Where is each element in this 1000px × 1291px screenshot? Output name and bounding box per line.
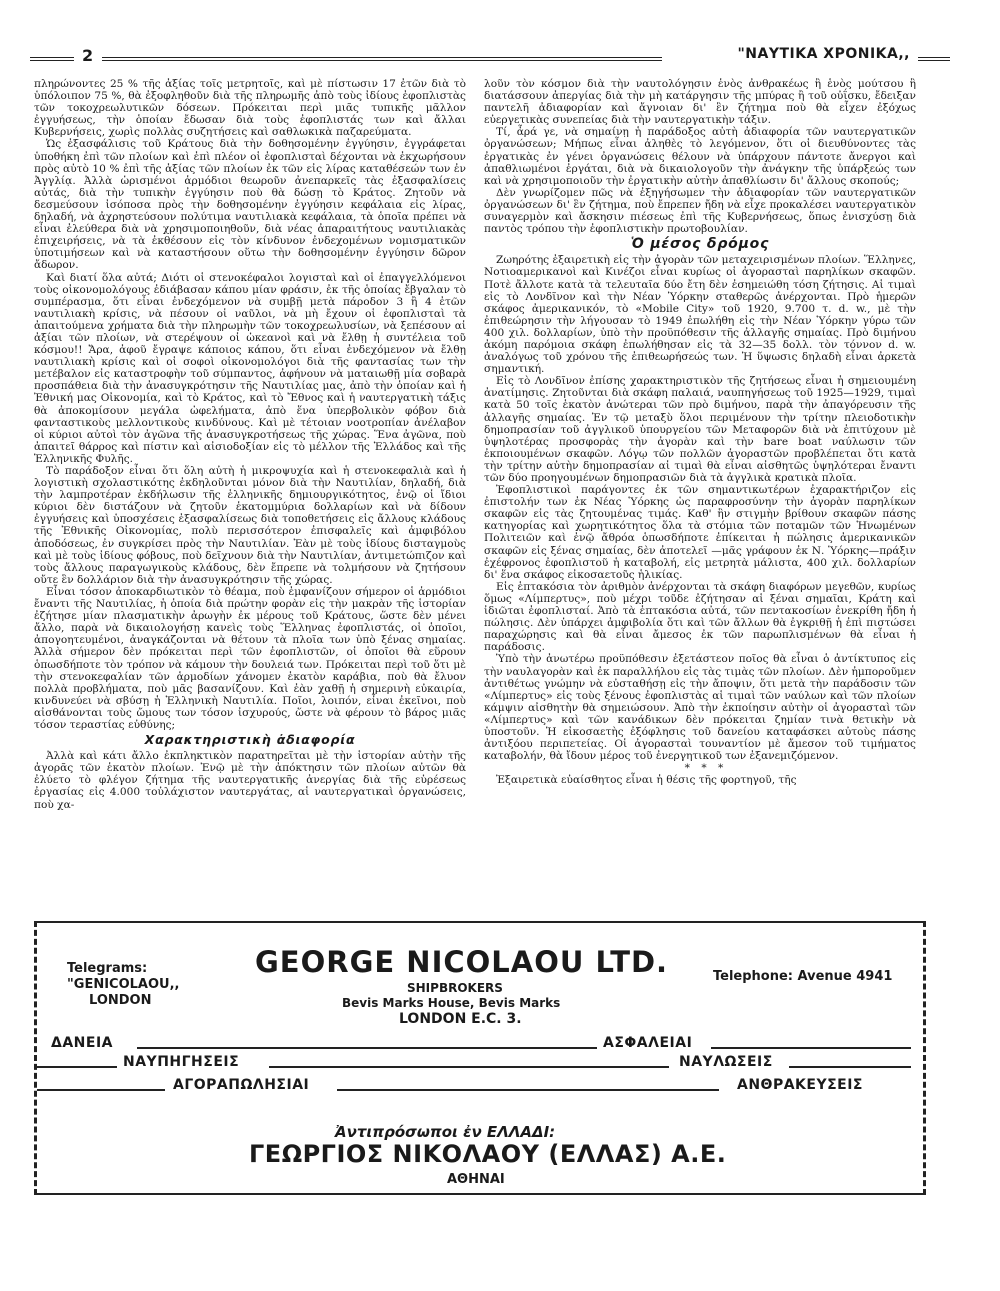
address-line: LONDON E.C. 3. — [399, 1011, 522, 1027]
divider-rule — [789, 1066, 911, 1068]
divider-rule — [37, 1089, 165, 1091]
service-insurance: ΑΣΦΑΛΕΙΑΙ — [603, 1035, 693, 1051]
telegrams-label: Telegrams: — [67, 961, 148, 976]
journal-title: "ΝΑΥΤΙΚΑ ΧΡΟΝΙΚΑ,, — [737, 46, 910, 62]
divider-rule — [337, 1089, 719, 1091]
greek-company-city: ΑΘΗΝΑΙ — [447, 1172, 505, 1187]
greek-company-name: ΓΕΩΡΓΙΟΣ ΝΙΚΟΛΑΟΥ (ΕΛΛΑΣ) Α.Ε. — [249, 1140, 727, 1168]
section-heading: Ὁ μέσος δρόμος — [630, 236, 770, 253]
paragraph: Εἶναι τόσον ἀποκαρδιωτικὸν τὸ θέαμα, ποὺ ἐμφανίζουν σήμερον οἱ ἁρμόδιοι ἔναντι τῆς Ναυτιλίας, ἡ ὁποία διὰ πρώτην φορὰν εἰς τὴν μακρὰν τῆς ἱστορίαν ἐζήτησε μίαν πλασματικὴν ἀρωγὴν ἐκ μέρους τοῦ Κράτους, ὥστε δὲν μένει ἄλλο, παρὰ νὰ δικαιολογήσῃ κανεὶς τοὺς Ἕλληνας ἐφοπλιστάς, οἱ ὁποῖοι, ἀπογοητευμένοι, ἀναγκάζονται νὰ θέτουν τὰ πλοῖα των ὑπὸ ξένας σημαίας. Ἀλλὰ σήμερον δὲν πρόκειται περὶ τῶν ἐφοπλιστῶν, οἱ ὁποῖοι θὰ εὕρουν ὁπωσδήποτε τὸν τρόπον νὰ κάμουν τὴν δουλειά των. Πρόκειται περὶ τοῦ ὅτι μὲ τὴν στενοκεφαλίαν τῶν ἁρμοδίων χάνομεν ἑκατὸν καράβια, ποὺ θὰ ἔλυον πολλὰ προβλήματα, ποὺ μᾶς βασανίζουν. Καὶ ἐὰν χαθῇ ἡ σημερινὴ εὐκαιρία, κινδυνεύει νὰ σβύσῃ ἡ Ἑλληνικὴ Ναυτιλία. Ποῖοι, λοιπόν, εἶναι ἐκεῖνοι, ποὺ αἰσθάνονται τοὺς ὤμους των τόσον ἰσχυρούς, ὥστε νὰ φέρουν τὸ βάρος μιᾶς τόσον τεραστίας εὐθύνης; — [34, 585, 466, 731]
service-coaling: ΑΝΘΡΑΚΕΥΣΕΙΣ — [737, 1077, 863, 1093]
paragraph: Ζωηρότης ἐξαιρετικὴ εἰς τὴν ἀγορὰν τῶν μεταχειρισμένων πλοίων. Ἕλληνες, Νοτιοαμερικανοὶ καὶ Κινέζοι εἶναι κυρίως οἱ ἀγορασταὶ παρηλίκων σκαφῶν. Ποτὲ ἄλλοτε κατὰ τὰ τελευταῖα δύο ἔτη δὲν ἐσημειώθη τόση ζήτησις. Αἱ τιμαὶ εἰς τὸ Λονδῖνον καὶ τὴν Νέαν Ὑόρκην σταθερῶς ἀνέρχονται. Πρὸ ἡμερῶν σκάφος ἀμερικανικόν, τὸ «Mobile City» τοῦ 1920, 9.700 τ. d. w., μὲ τὴν ἐπιθεώρησιν τὴν λήγουσαν τὸ 1949 ἐπωλήθη εἰς τὴν Νέαν Ὑόρκην γύρω τῶν 400 χιλ. δολλαρίων, ὑπὸ τὴν προϋπόθεσιν τῆς ἀλλαγῆς σημαίας. Πρὸ διμήνου ἀκόμη παρόμοια σκάφη ἐπωλήθησαν εἰς τὰ 32—35 δολλ. τὸν τόννον d. w. ἀναλόγως τοῦ χρόνου τῆς ἐπιθεωρήσεώς των. Ἡ ὕψωσις δηλαδὴ εἶναι ἀρκετὰ σημαντική. — [484, 254, 916, 376]
telegrams-address: "GENICOLAOU,, — [67, 977, 180, 992]
service-chartering: ΝΑΥΛΩΣΕΙΣ — [679, 1054, 773, 1070]
paragraph: Ἐφοπλιστικοὶ παράγοντες ἐκ τῶν σημαντικωτέρων ἐχαρακτήριζον εἰς ἐπιστολήν των ἐκ Νέας Ὑόρκης ὡς παραφροσύνην τὴν ἀγορὰν παρηλίκων σκαφῶν εἰς τὰς ζητουμένας τιμάς. Καθ' ἣν στιγμὴν βρίθουν σκαφῶν πάσης κατηγορίας καὶ χωρητικότητος ὅλα τὰ στόμια τῶν ποταμῶν τῶν Ἡνωμένων Πολιτειῶν καὶ ἐνῷ ἄθρόα ὁπωσδήποτε ἐπίκειται ἡ πώλησις ἀμερικανικῶν σκαφῶν εἰς ξένας σημαίας, δὲν ἀποτελεῖ —μᾶς γράφουν ἐκ Ν. Ὑόρκης—πράξιν ἐχέφρονος ἐφοπλιστοῦ ἡ καταβολή, εἰς μετρητὰ μάλιστα, 400 χιλ. δολλαρίων δι' ἕνα σκάφος εἰκοσαετοῦς ἡλικίας. — [484, 484, 916, 581]
page-header — [30, 48, 950, 68]
paragraph: Τὸ παράδοξον εἶναι ὅτι ὅλη αὐτὴ ἡ μικροψυχία καὶ ἡ στενοκεφαλιὰ καὶ ἡ λογιστικὴ σχολαστικότης ἐκδηλοῦνται μόνον διὰ τὴν Ναυτιλίαν, δηλαδή, διὰ τὴν λαμπροτέραν ἐκδήλωσιν τῆς ἑλληνικῆς δημιουργικότητος, ἐνῷ οἱ ἴδιοι κύριοι δὲν διστάζουν νὰ ζητοῦν ἑκατομμύρια δολλαρίων καὶ νὰ δίδουν ἐγγυήσεις καὶ ὑποσχέσεις ἐξασφαλίσεως διὰ τοποθετήσεις εἰς ἄλλους κλάδους τῆς Ἐθνικῆς Οἰκονομίας, πολὺ περισσότερον ἐπισφαλεῖς καὶ ἀμφιβόλου ἀποδόσεως, ἐν συγκρίσει πρὸς τὴν Ναυτιλίαν. Ἐὰν μὲ τοὺς ἰδίους δισταγμοὺς καὶ μὲ τοὺς ἰδίους φόβους, ποὺ δεῖχνουν διὰ τὴν Ναυτιλίαν, ἀντιμετώπιζον καὶ τοὺς ἄλλους παραγωγικοὺς κλάδους, δὲν ἔπρεπε νὰ τολμήσουν νὰ ζητήσουν οὔτε ἓν δολλάριον διὰ τὴν ἀνασυγκρότησιν τῆς χώρας. — [34, 465, 466, 586]
service-loans: ΔΑΝΕΙΑ — [51, 1035, 113, 1051]
paragraph: Ἐξαιρετικὰ εὐαίσθητος εἶναι ἡ θέσις τῆς φορτηγοῦ, τῆς — [496, 774, 797, 787]
left-column — [34, 78, 466, 811]
telegrams-city: LONDON — [89, 993, 152, 1008]
representatives-label: Ἀντιπρόσωποι ἐν ΕΛΛΑΔΙ: — [335, 1123, 556, 1141]
service-shipbuilding: ΝΑΥΠΗΓΗΣΕΙΣ — [123, 1054, 240, 1070]
header-rule-left — [30, 57, 74, 61]
header-rule-middle — [102, 57, 662, 61]
paragraph: Δὲν γνωρίζομεν πῶς νὰ ἐξηγήσωμεν τὴν ἀδιαφορίαν τῶν ναυτεργατικῶν ὀργανώσεων δι' ἓν ζήτημα, ποὺ ἔπρεπεν ἤδη νὰ εἶχε προκαλέσει ναυτεργατικὸν συναγερμὸν καὶ ἄσκησιν πιέσεως ἐπὶ τῆς Κυβερνήσεως, ὅπως ἐνισχύσῃ διὰ παντὸς τρόπου τὴν ἐφοπλιστικὴν πρωτοβουλίαν. — [484, 186, 916, 236]
divider-rule — [711, 1047, 911, 1049]
paragraph: Καὶ διατί ὅλα αὐτά; Διότι οἱ στενοκέφαλοι λογισταὶ καὶ οἱ ἐπαγγελλόμενοι τοὺς οἰκονομολόγους ἐδιάβασαν κάπου μίαν φράσιν, ἐκ τῆς ὁποίας ἔβγαλαν τὸ συμπέρασμα, ὅτι εἶναι ἐνδεχόμενον νὰ συμβῇ μετὰ πάροδον 3 ἢ 4 ἐτῶν ναυτιλιακὴ κρίσις, νὰ πέσουν οἱ ναῦλοι, νὰ μὴ ἔχουν οἱ ἐφοπλισταὶ τὰ ἀπαιτούμενα χρήματα διὰ τὴν πληρωμὴν τῶν τοκοχρεωλυσίων, νὰ ξεπέσουν αἱ ἀξίαι τῶν πλοίων, νὰ στερέψουν οἱ ὠκεανοὶ καὶ νὰ ἔλθῃ ἡ συντέλεια τοῦ κόσμου!! Ἄρα, ἀφοῦ ἔγραψε κάποιος κάπου, ὅτι εἶναι ἐνδεχόμενον νὰ ἔλθῃ ναυτιλιακὴ κρίσις καὶ οἱ σοφοὶ οἰκονομολόγοι διὰ τῆς φαντασίας των τὴν μετέβαλον εἰς καταστροφὴν τοῦ σύμπαντος, ἀφήνουν νὰ ματαιωθῇ μία σοβαρὰ προσπάθεια διὰ τὴν ἀνασυγκρότησιν τῆς Ναυτιλίας μας, ἀπὸ τὴν ὁποίαν καὶ ἡ Ἐθνική μας Οἰκονομία, καὶ τὸ Κράτος, καὶ τὸ Ἔθνος καὶ ἡ ναυτεργατικὴ τάξις θὰ ἀποκομίσουν μεγάλα ὠφελήματα, ἀπὸ ἕνα ὑπερβολικὸν φόβον διὰ φανταστικοὺς μελλοντικοὺς κινδύνους. Καὶ μὲ τέτοιαν νοοτροπίαν ἀνέλαβον οἱ κύριοι αὐτοὶ τὸν ἀγῶνα τῆς ἀνασυγκροτήσεως τῆς χώρας. Ἕνα ἀγῶνα, ποὺ ἀπαιτεῖ θάρρος καὶ πίστιν καὶ αἰσιοδοξίαν εἰς τὸ μέλλον τῆς Ἑλλάδος καὶ τῆς Ἑλληνικῆς Φυλῆς. — [34, 271, 466, 465]
paragraph: Εἰς τὸ Λονδῖνον ἐπίσης χαρακτηριστικὸν τῆς ζητήσεως εἶναι ἡ σημειουμένη ἀνατίμησις. Ζητοῦνται διὰ σκάφη παλαιά, ναυπηγήσεως τοῦ 1925—1929, τιμαὶ κατὰ 50 τοῖς ἑκατὸν ἀνώτεραι τῶν πρὸ διμήνου, παρὰ τὴν ἀπαγόρευσιν τῆς ἀλλαγῆς σημαίας. Ἐν τῷ μεταξὺ ὅλοι περιμένουν τὴν τρίτην πλειοδοτικὴν δημοπρασίαν τοῦ ἀγγλικοῦ ὑπουργείου τῶν Μεταφορῶν διὰ νὰ ἐπιτύχουν μὲ ὑψηλοτέρας προσφορὰς τὴν ἀγορὰν καὶ τὴν bare boat ναύλωσιν τῶν ἐκποιουμένων σκαφῶν. Λόγῳ τῶν πολλῶν ἀγοραστῶν προβλέπεται ὅτι κατὰ τὴν τρίτην αὐτὴν δημοπρασίαν αἱ τιμαὶ θὰ εἶναι αἰσθητῶς ὑψηλότεραι ἔναντι τῶν δύο προηγουμένων δημοπρασιῶν διὰ τὰ ἀγγλικὰ κρατικὰ πλοῖα. — [484, 375, 916, 484]
section-separator: * * * — [684, 762, 728, 775]
page-number: 2 — [82, 46, 94, 65]
section-heading: Χαρακτηριστικὴ ἀδιαφορία — [144, 732, 356, 748]
telegrams-block — [67, 961, 179, 1009]
telephone: Telephone: Avenue 4941 — [713, 969, 893, 984]
paragraph: Τί, ἆρά γε, νὰ σημαίνῃ ἡ παράδοξος αὐτὴ ἀδιαφορία τῶν ναυτεργατικῶν ὀργανώσεων; Μήπως εἶναι ἀληθὲς τὸ λεγόμενον, ὅτι οἱ διευθύνοντες τὰς ἐργατικὰς ἐν γένει ὀργανώσεις θέλουν νὰ ὑπάρχουν πάντοτε ἄνεργοι καὶ ἀπαθλιωμένοι ἐργάται, διὰ νὰ δικαιολογοῦν τὴν ἀνάγκην τῆς ὑπάρξεώς των καὶ νὰ χρησιμοποιοῦν τὴν ἐργατικὴν αὐτὴν ἀπαθλίωσιν δι' ἄλλους σκοπούς; — [484, 126, 916, 187]
divider-rule — [37, 1066, 117, 1068]
paragraph: λοῦν τὸν κόσμον διὰ τὴν ναυτολόγησιν ἑνὸς ἀνθρακέως ἢ ἑνὸς μούτσου ἢ διατάσσουν ἀπεργίας διὰ τὴν μὴ κατάργησιν τῆς μπύρας ἢ τοῦ οὐΐσκυ, ἔδειξαν παντελῆ ἀδιαφορίαν καὶ ἄγνοιαν δι' ἓν ζήτημα ποὺ θὰ εἶχεν ἐξόχως εὐεργετικὰς συνεπείας διὰ τὴν ναυτεργατικὴν τάξιν. — [484, 78, 916, 127]
paragraph: Ἀλλὰ καὶ κάτι ἄλλο ἐκπληκτικὸν παρατηρεῖται μὲ τὴν ἱστορίαν αὐτὴν τῆς ἀγορᾶς τῶν ἑκατὸν πλοίων. Ἐνῷ μὲ τὴν ἀπόκτησιν τῶν πλοίων αὐτῶν θὰ ἐλύετο τὸ φλέγον ζήτημα τῆς ναυτεργατικῆς ἀνεργίας διὰ τῆς εὑρέσεως ἐργασίας εἰς 4.000 τοὐλάχιστον ναυτεργάτας, αἱ ναυτεργατικαὶ ὀργανώσεις, ποὺ χα- — [34, 750, 466, 811]
right-column — [484, 78, 916, 786]
service-sales: ΑΓΟΡΑΠΩΛΗΣΙΑΙ — [173, 1077, 310, 1093]
header-rule-right — [918, 57, 950, 61]
paragraph: Ὡς ἐξασφάλισις τοῦ Κράτους διὰ τὴν δοθησομένην ἐγγύησιν, ἐγγράφεται ὑποθήκη ἐπὶ τῶν πλοίων καὶ ἐπὶ πλέον οἱ ἐφοπλισταὶ δέχονται νὰ ἐκχωρήσουν πρὸς αὐτὸ 10 % ἐπὶ τῆς ἀξίας τῶν πλοίων ἐκ τῶν εἰς λίρας καταθέσεών των ἐν Ἀγγλίᾳ. Ἀλλὰ ὡρισμένοι ἁρμόδιοι θεωροῦν ἀνεπαρκεῖς τὰς ἐξασφαλίσεις αὐτάς, διὰ τὴν τυπικὴν ἐγγύησιν ποὺ θὰ δώσῃ τὸ Κράτος. Ζητοῦν νὰ δεσμεύσουν ἰσόποσα πρὸς τὴν δοθησομένην ἐγγύησιν κεφάλαια εἰς λίρας, δηλαδή, νὰ ἀχρηστεύσουν πολύτιμα ναυτιλιακὰ κεφάλαια, τὰ ὁποῖα πρέπει νὰ εἶναι ἐλεύθερα διὰ νὰ χρησιμοποιηθοῦν, διὰ νέας ἀπαραιτήτους ναυτιλιακὰς ἐπιχειρήσεις, νὰ τὰ ἐκθέσουν εἰς τὸν κίνδυνον ἐνδεχομένων νομισματικῶν ὑποτιμήσεων καὶ νὰ καταστήσουν οὕτω τὴν δοθησομένην ἐγγύησιν δῶρον ἄδωρον. — [34, 138, 466, 272]
paragraph: Ὑπὸ τὴν ἀνωτέρω προϋπόθεσιν ἐξετάστεον ποῖος θὰ εἶναι ὁ ἀντίκτυπος εἰς τὴν ναυλαγορὰν καὶ ἐκ παραλλήλου εἰς τὰς τιμὰς τῶν πλοίων. Δὲν ἠμποροῦμεν ἀντιθέτως γνώμην νὰ εὐσταθήσῃ εἰς τὴν ἄποψιν, ὅτι μετὰ τὴν παράδοσιν τῶν «Λίμπερτυς» εἰς τοὺς ξένους ἐφοπλιστὰς αἱ τιμαὶ τῶν ναύλων καὶ τῶν πλοίων κάμψιν αἰσθητὴν θὰ σημειώσουν. Ἀπὸ τὴν ἐκποίησιν αὐτὴν οἱ ἀγορασταὶ τῶν «Λίμπερτυς» καὶ τῶν κανάδικων δὲν πρόκειται ζημίαν τινὰ θετικὴν νὰ ὑποστοῦν. Ἡ εἰκοσαετὴς ἐξόφλησις τοῦ δανείου καταφάσκει αὐτοὺς πάσης ἀντιξόου περιπετείας. Οἱ ἀγορασταὶ τουναντίον μὲ ἄμεσον τοῦ τιμήματος καταβολήν, θὰ ἴδουν μέρος τοῦ ἐνεργητικοῦ των ἐξανεμιζόμενον. — [484, 653, 916, 763]
business-type: SHIPBROKERS — [407, 981, 503, 995]
paragraph: Εἰς ἑπτακόσια τὸν ἀριθμὸν ἀνέρχονται τὰ σκάφη διαφόρων μεγεθῶν, κυρίως ὅμως «Λίμπερτυς», ποὺ μέχρι τοῦδε ἐζήτησαν αἱ ξέναι σημαῖαι, Κράτη καὶ ἰδιῶται ἐφοπλισταί. Ἀπὸ τὰ ἑπτακόσια αὐτά, τῶν πεντακοσίων ἐνεκρίθη ἤδη ἡ πώλησις. Δὲν ὑπάρχει ἀμφιβολία ὅτι καὶ τῶν ἄλλων θὰ ἐγκριθῇ ἡ ἐπὶ πιστώσει παραχώρησις καὶ θὰ εἶναι ἄμεσος ἐκ τῶν παρωπλισμένων θὰ εἶναι ἡ παράδοσις. — [484, 580, 916, 654]
divider-rule — [137, 1047, 597, 1049]
paragraph: πληρώνοντες 25 % τῆς ἀξίας τοῖς μετρητοῖς, καὶ μὲ πίστωσιν 17 ἐτῶν διὰ τὸ ὑπόλοιπον 75 %, θὰ ἐξοφληθοῦν διὰ τῆς πληρωμῆς ἀπὸ τοὺς ἰδίους ἐφοπλιστὰς τῶν τοκοχρεωλυτικῶν δόσεων. Πρόκειται περὶ μιᾶς τυπικῆς μᾶλλον ἐγγυήσεως, τὴν ὁποίαν ἔδωσαν διὰ τοὺς ἐφοπλιστάς των καὶ ἄλλαι Κυβερνήσεις, χωρὶς πολλὰς συζητήσεις καὶ σαθλωκικὰ παζαρεύματα. — [34, 78, 466, 139]
address-line: Bevis Marks House, Bevis Marks — [342, 996, 561, 1010]
divider-rule — [269, 1066, 669, 1068]
company-name: GEORGE NICOLAOU LTD. — [255, 945, 669, 979]
advertisement-box — [34, 921, 926, 1195]
